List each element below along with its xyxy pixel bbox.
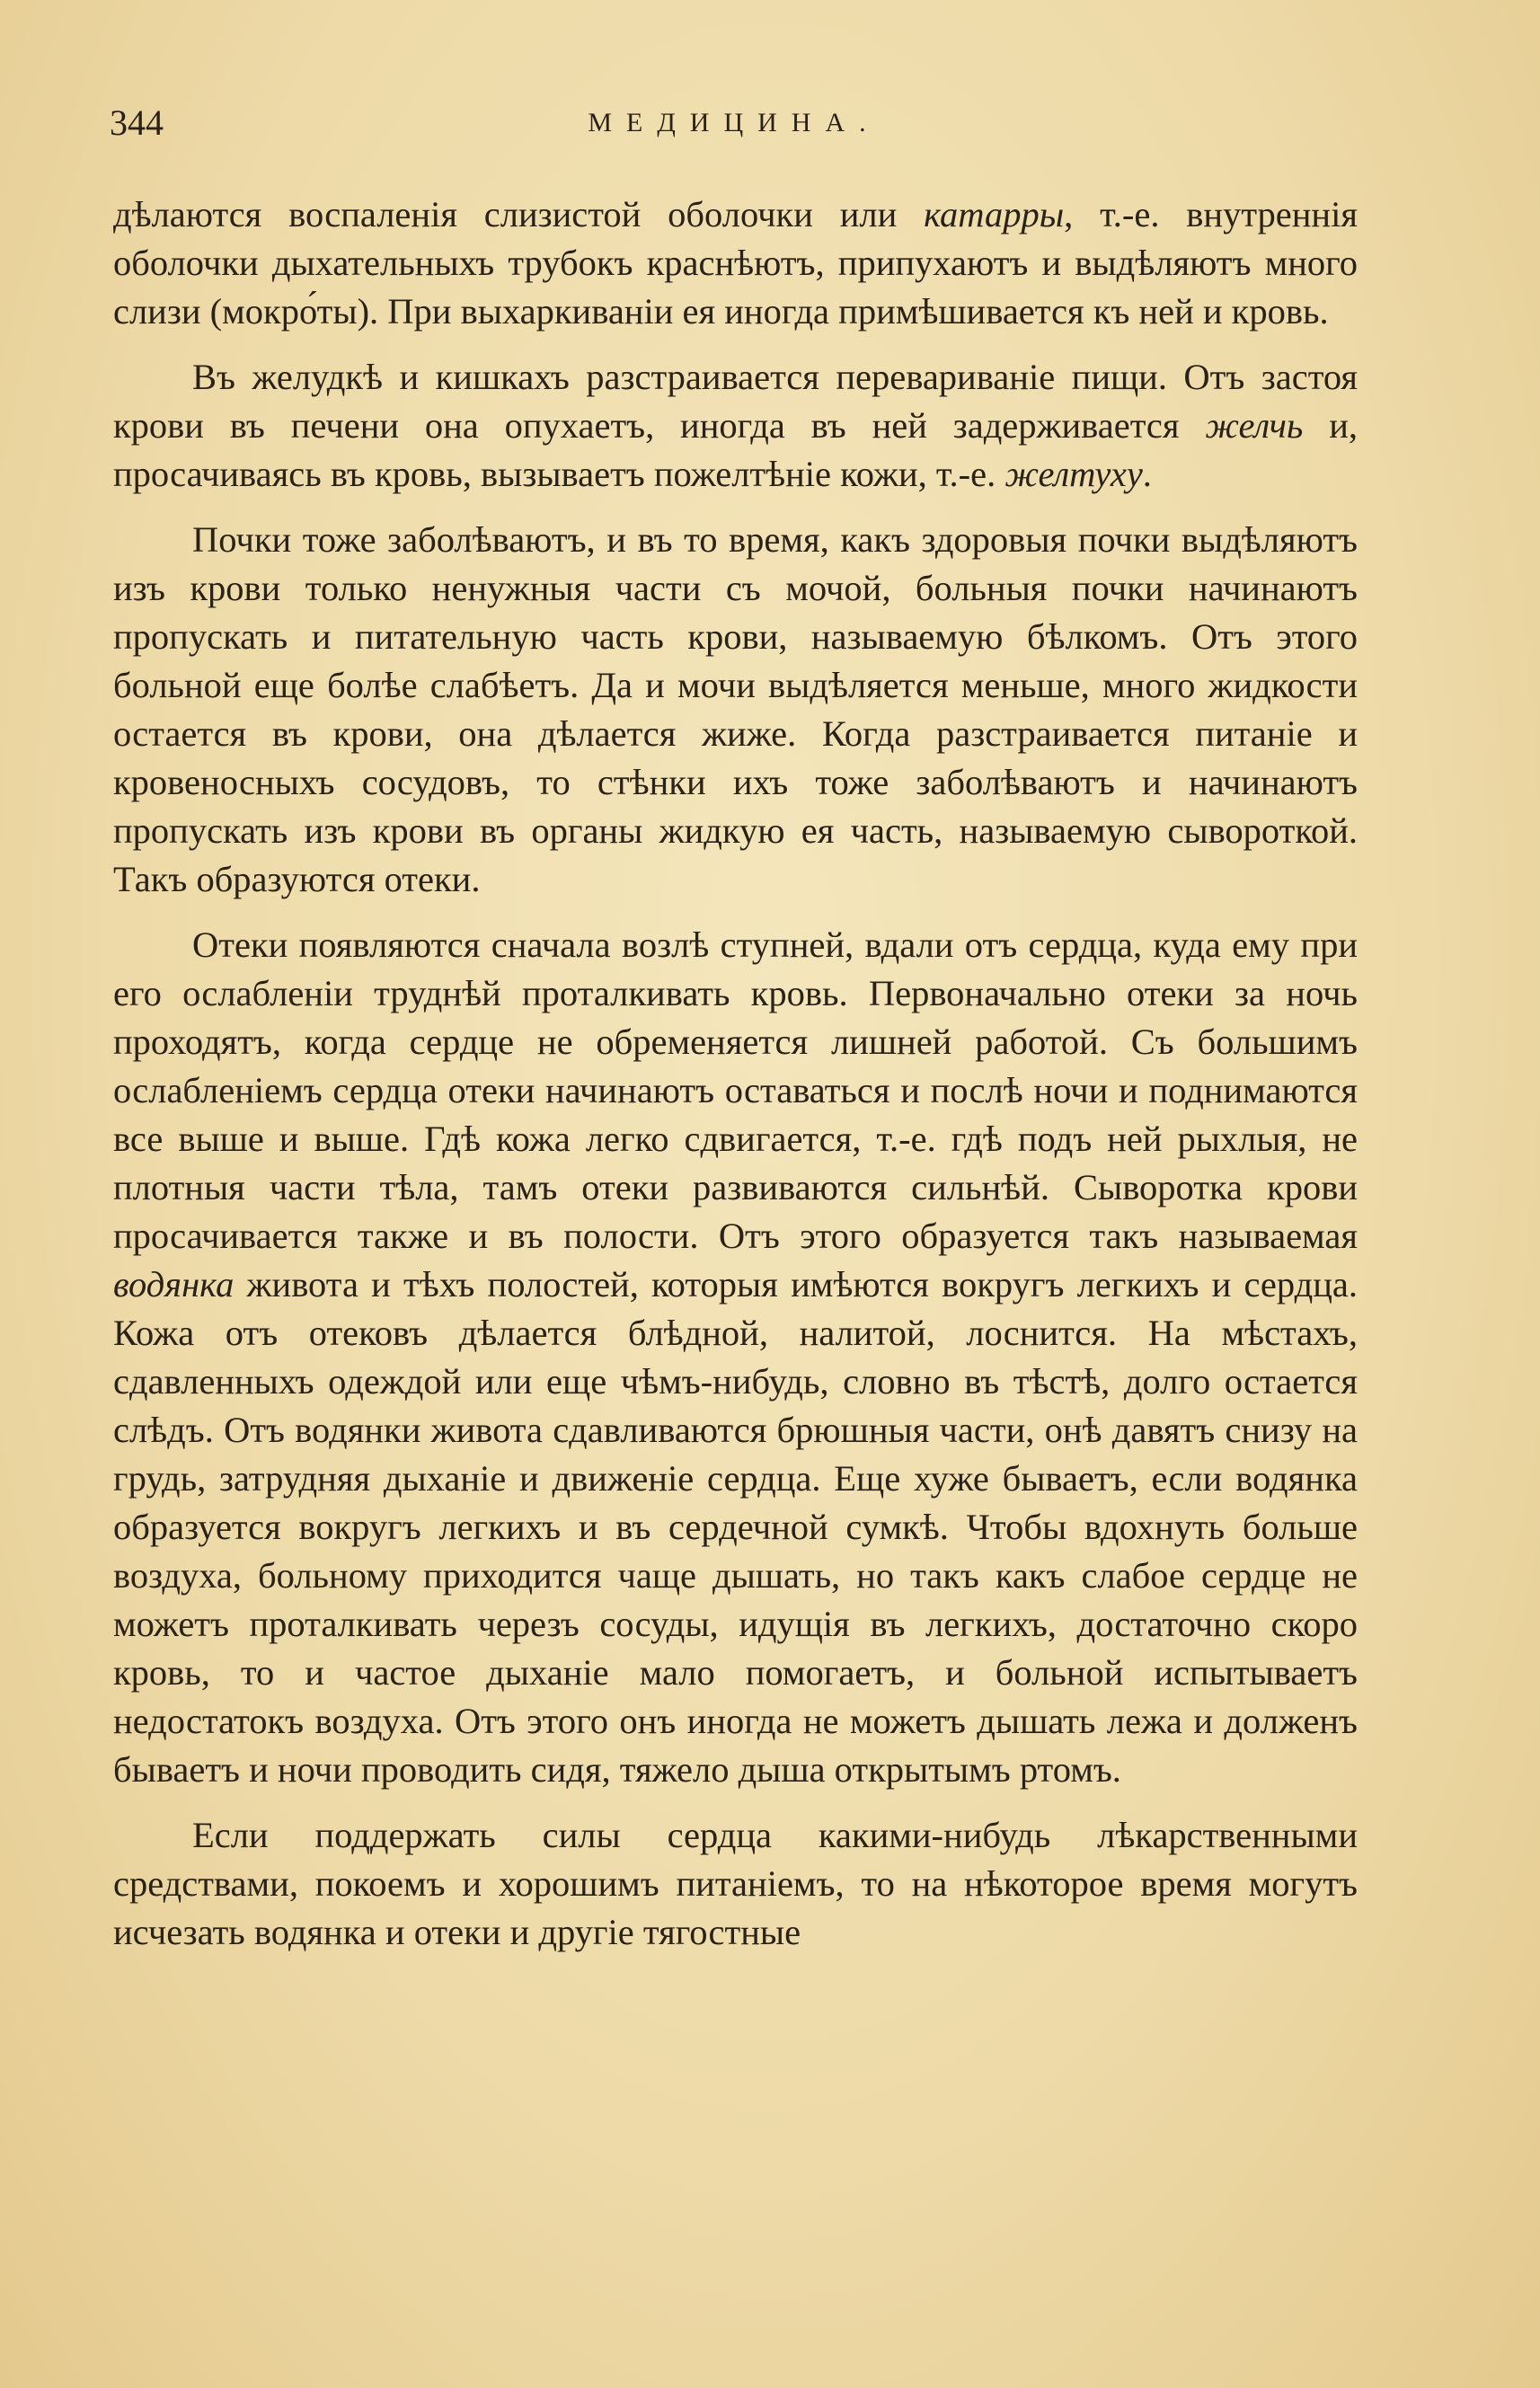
- page-number: 344: [110, 102, 164, 143]
- body-text: [113, 190, 1358, 1974]
- italic-term: желтуху: [1005, 454, 1143, 494]
- paragraph: [113, 921, 1358, 1794]
- italic-term: водянка: [113, 1264, 235, 1305]
- italic-term: катарры: [924, 194, 1065, 234]
- text-run: дѣлаются воспаленія слизистой оболочки или: [113, 194, 925, 234]
- page-header: [110, 101, 1359, 146]
- paragraph: [113, 190, 1358, 336]
- text-run: , т.-е. внутреннія оболочки дыхательныхъ трубокъ краснѣютъ, припухаютъ и выдѣляютъ много слизи (мокро́ты). При выхаркиваніи ея иногда примѣшивается къ ней и кровь.: [113, 194, 1358, 332]
- paragraph: [113, 516, 1358, 904]
- paragraph: [113, 1811, 1358, 1957]
- running-title: МЕДИЦИНА.: [588, 108, 881, 137]
- text-run: живота и тѣхъ полостей, которыя имѣются вокругъ легкихъ и сердца. Кожа отъ отековъ дѣлается блѣдной, налитой, лоснится. На мѣстахъ, сдавленныхъ одеждой или еще чѣмъ-нибудь, словно въ тѣстѣ, долго остается слѣдъ. Отъ водянки живота сдавливаются брюшныя части, онѣ давятъ снизу на грудь, затрудняя дыханіе и движеніе сердца. Еще хуже бываетъ, если водянка образуется вокругъ легкихъ и въ сердечной сумкѣ. Чтобы вдохнуть больше воздуха, больному приходится чаще дышать, но такъ какъ слабое сердце не можетъ проталкивать черезъ сосуды, идущія въ легкихъ, достаточно скоро кровь, то и частое дыханіе мало помогаетъ, и больной испытываетъ недостатокъ воздуха. Отъ этого онъ иногда не можетъ дышать лежа и долженъ бываетъ и ночи проводить сидя, тяжело дыша открытымъ ртомъ.: [113, 1264, 1358, 1790]
- text-run: и, просачиваясь въ кровь, вызываетъ пожелтѣніе кожи, т.-е.: [113, 405, 1358, 494]
- text-run: .: [1142, 454, 1152, 494]
- italic-term: желчь: [1205, 405, 1304, 446]
- text-run: Почки тоже заболѣваютъ, и въ то время, какъ здоровыя почки выдѣляютъ изъ крови только ненужныя части съ мочой, больныя почки начинаютъ пропускать и питательную часть крови, называемую бѣлкомъ. Отъ этого больной еще болѣе слабѣетъ. Да и мочи выдѣляется меньше, много жидкости остается въ крови, она дѣлается жиже. Когда разстраивается питаніе и кровеносныхъ сосудовъ, то стѣнки ихъ тоже заболѣваютъ и начинаютъ пропускать изъ крови въ органы жидкую ея часть, называемую сывороткой. Такъ образуются отеки.: [113, 519, 1358, 899]
- text-run: Въ желудкѣ и кишкахъ разстраивается перевариваніе пищи. Отъ застоя крови въ печени она опухаетъ, иногда въ ней задерживается: [113, 357, 1358, 446]
- text-run: Отеки появляются сначала возлѣ ступней, вдали отъ сердца, куда ему при его ослабленіи труднѣй проталкивать кровь. Первоначально отеки за ночь проходятъ, когда сердце не обременяется лишней работой. Съ большимъ ослабленіемъ сердца отеки начинаютъ оставаться и послѣ ночи и поднимаются все выше и выше. Гдѣ кожа легко сдвигается, т.-е. гдѣ подъ ней рыхлыя, не плотныя части тѣла, тамъ отеки развиваются сильнѣй. Сыворотка крови просачивается также и въ полости. Отъ этого образуется такъ называемая: [113, 924, 1358, 1256]
- text-run: Если поддержать силы сердца какими-нибудь лѣкарственными средствами, покоемъ и хорошимъ питаніемъ, то на нѣкоторое время могутъ исчезать водянка и отеки и другіе тягостные: [113, 1815, 1358, 1952]
- paragraph: [113, 353, 1358, 499]
